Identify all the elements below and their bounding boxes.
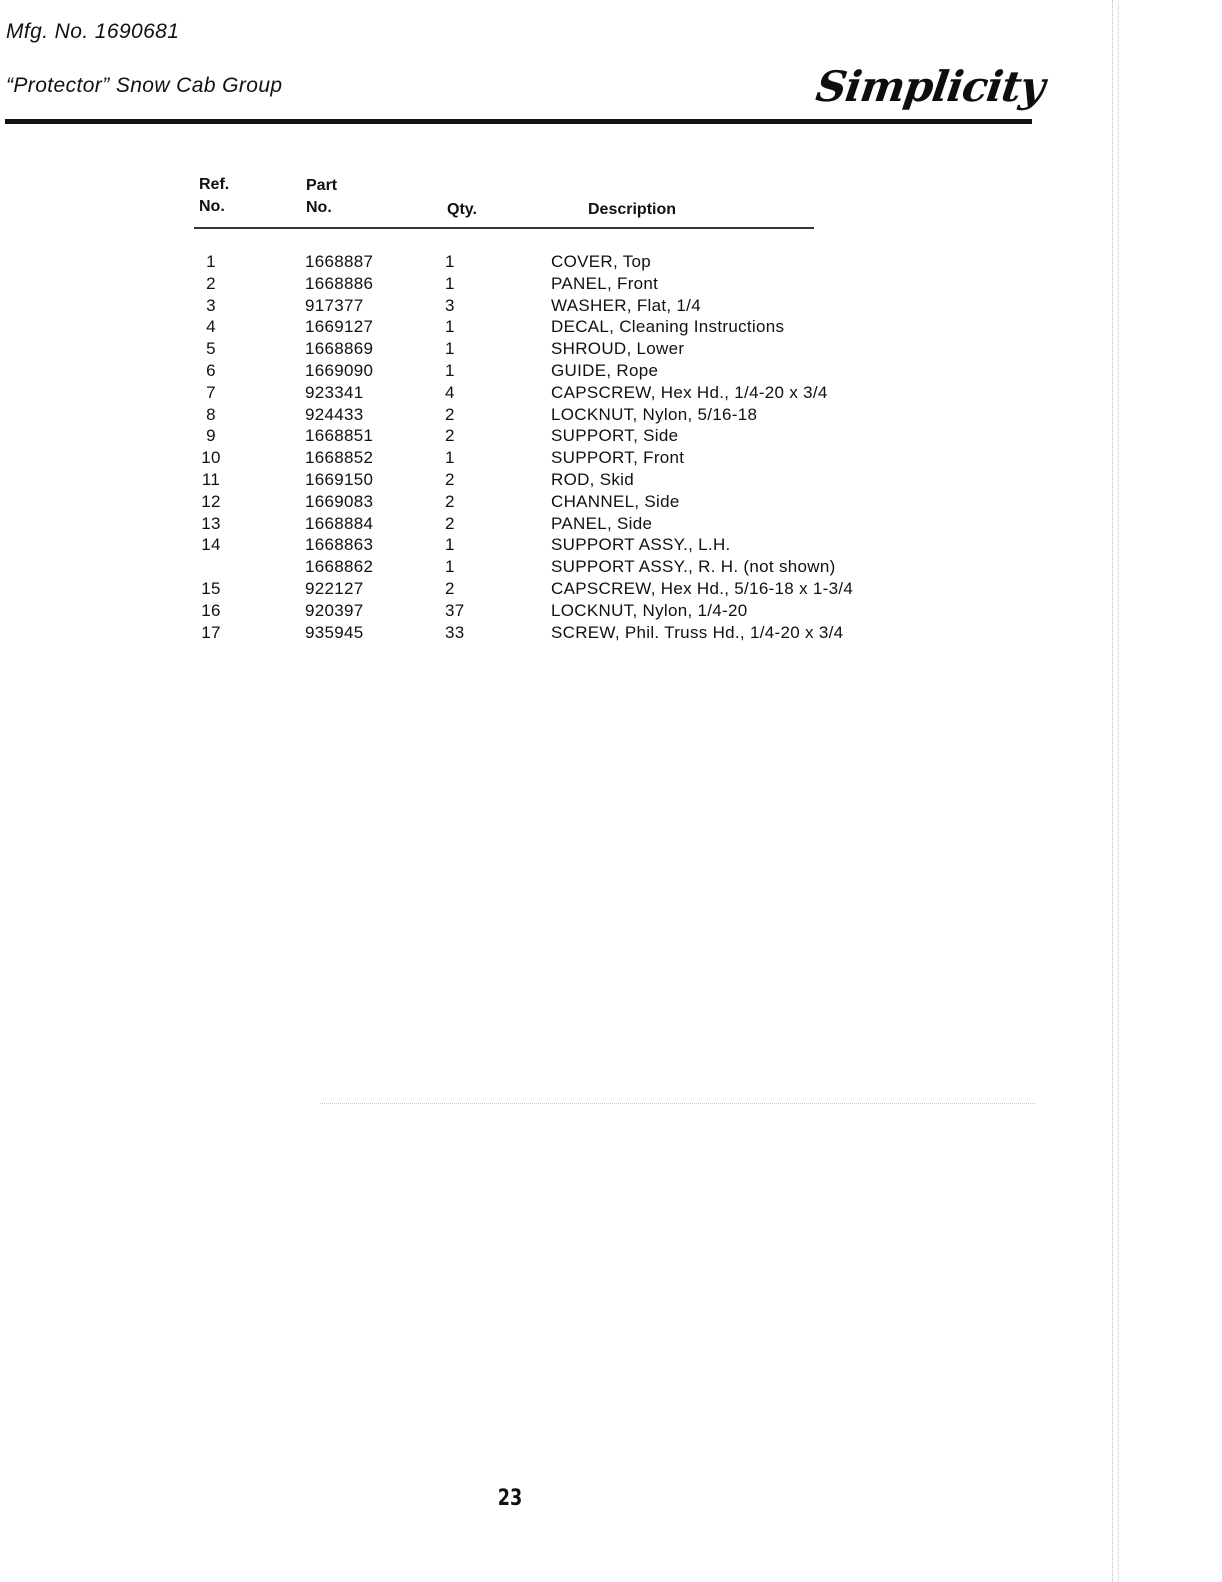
table-row (0, 360, 1000, 382)
ref-cell: 17 (201, 622, 221, 642)
qty-cell: 33 (445, 622, 465, 642)
mfg-number: Mfg. No. 1690681 (6, 20, 180, 43)
part-no-cell: 1669150 (305, 470, 374, 489)
part-no-cell: 1669083 (305, 491, 374, 511)
dotted-divider (320, 1103, 1035, 1104)
description-cell: WASHER, Flat, 1/4 (551, 295, 701, 315)
table-row (0, 316, 1000, 338)
table-row (0, 578, 1000, 600)
part-no-cell: 1668886 (305, 273, 374, 293)
ref-cell: 3 (206, 295, 216, 315)
ref-cell: 1 (206, 252, 216, 271)
part-no-cell: 1669127 (305, 317, 374, 337)
part-no-cell: 935945 (305, 622, 364, 642)
ref-cell: 12 (201, 491, 221, 511)
qty-cell: 2 (445, 491, 455, 511)
qty-cell: 2 (445, 426, 455, 446)
table-row (0, 425, 1000, 447)
part-no-cell: 1668863 (305, 535, 374, 555)
part-no-cell: 1668851 (305, 426, 374, 446)
description-cell: GUIDE, Rope (551, 361, 659, 380)
ref-cell: 13 (201, 513, 221, 533)
description-cell: ROD, Skid (551, 470, 634, 489)
ref-cell: 14 (201, 535, 221, 555)
table-row (0, 622, 1000, 644)
table-row (0, 491, 1000, 513)
table-row (0, 469, 1000, 491)
description-cell: SCREW, Phil. Truss Hd., 1/4-20 x 3/4 (551, 622, 844, 642)
description-cell: DECAL, Cleaning Instructions (551, 317, 785, 337)
table-header-rule (194, 227, 814, 229)
description-cell: CAPSCREW, Hex Hd., 5/16-18 x 1-3/4 (551, 579, 854, 598)
part-no-cell: 1668869 (305, 339, 374, 359)
part-no-cell: 923341 (305, 382, 364, 402)
qty-cell: 4 (445, 382, 455, 402)
page-edge-line (1112, 0, 1113, 1582)
qty-cell: 1 (445, 317, 455, 337)
description-cell: SHROUD, Lower (551, 339, 685, 359)
group-title: “Protector” Snow Cab Group (6, 74, 283, 97)
part-no-cell: 1668887 (305, 252, 374, 271)
table-row (0, 447, 1000, 469)
part-no-cell: 922127 (305, 579, 364, 598)
ref-cell: 9 (206, 426, 216, 446)
table-row (0, 404, 1000, 426)
description-cell: LOCKNUT, Nylon, 1/4-20 (551, 600, 748, 620)
qty-cell: 2 (445, 513, 455, 533)
qty-cell: 2 (445, 404, 455, 424)
description-cell: SUPPORT ASSY., R. H. (not shown) (551, 557, 836, 577)
qty-cell: 1 (445, 448, 455, 468)
ref-cell: 8 (206, 404, 216, 424)
part-no-cell: 1668852 (305, 448, 374, 468)
part-no-cell: 1668862 (305, 557, 374, 577)
description-cell: SUPPORT ASSY., L.H. (551, 535, 731, 555)
ref-cell: 4 (206, 317, 216, 337)
qty-cell: 1 (445, 252, 455, 271)
description-cell: LOCKNUT, Nylon, 5/16-18 (551, 404, 758, 424)
simplicity-logo: Simplicity (813, 62, 1048, 111)
part-no-header: Part No. (306, 177, 338, 216)
part-no-cell: 1668884 (305, 513, 374, 533)
ref-cell: 10 (201, 448, 221, 468)
part-no-cell: 920397 (305, 600, 364, 620)
qty-cell: 1 (445, 557, 455, 577)
ref-cell: 15 (201, 579, 221, 598)
ref-cell: 16 (201, 600, 221, 620)
ref-no-header: Ref. No. (199, 176, 230, 215)
description-cell: CHANNEL, Side (551, 491, 680, 511)
table-row (0, 513, 1000, 535)
table-row (0, 600, 1000, 622)
description-cell: CAPSCREW, Hex Hd., 1/4-20 x 3/4 (551, 382, 828, 402)
page-edge-shadow (1118, 0, 1119, 1582)
qty-cell: 37 (445, 600, 465, 620)
qty-cell: 1 (445, 361, 455, 380)
part-no-cell: 1669090 (305, 361, 374, 380)
qty-cell: 3 (445, 295, 455, 315)
qty-cell: 1 (445, 273, 455, 293)
part-no-cell: 924433 (305, 404, 364, 424)
table-row (0, 251, 1000, 273)
description-cell: SUPPORT, Side (551, 426, 679, 446)
description-cell: COVER, Top (551, 252, 652, 271)
description-cell: SUPPORT, Front (551, 448, 685, 468)
header-rule (5, 119, 1032, 124)
page-number: 23 (497, 1486, 523, 1511)
ref-cell: 6 (206, 361, 216, 380)
qty-cell: 2 (445, 470, 455, 489)
description-cell: PANEL, Side (551, 513, 653, 533)
table-row (0, 382, 1000, 404)
qty-cell: 2 (445, 579, 455, 598)
table-row (0, 556, 1000, 578)
table-row (0, 295, 1000, 317)
table-row (0, 534, 1000, 556)
table-row (0, 338, 1000, 360)
ref-cell: 5 (206, 339, 216, 359)
description-header: Description (588, 201, 677, 218)
qty-header: Qty. (447, 201, 477, 218)
table-row (0, 273, 1000, 295)
ref-cell: 11 (201, 470, 221, 489)
ref-cell: 2 (206, 273, 216, 293)
description-cell: PANEL, Front (551, 273, 659, 293)
ref-cell: 7 (206, 382, 216, 402)
qty-cell: 1 (445, 339, 455, 359)
qty-cell: 1 (445, 535, 455, 555)
part-no-cell: 917377 (305, 295, 364, 315)
